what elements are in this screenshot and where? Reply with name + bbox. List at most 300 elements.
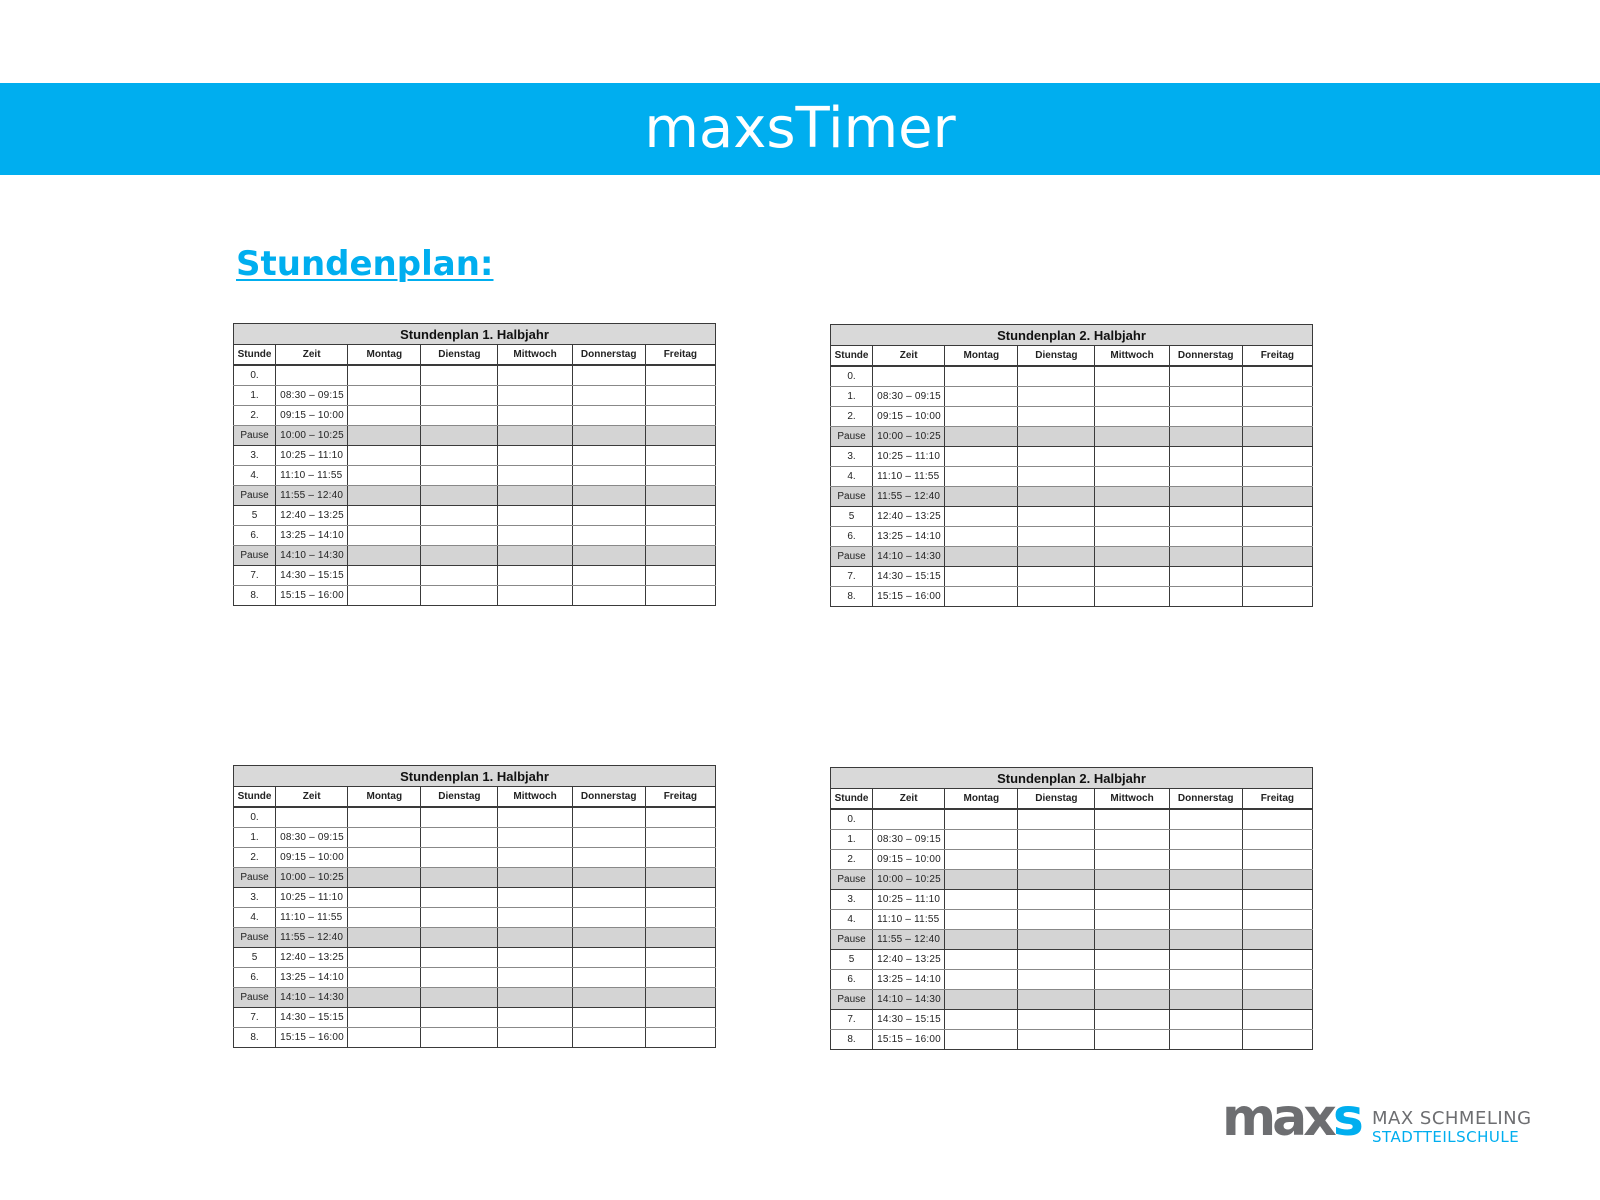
schedule-cell[interactable]: [1018, 970, 1095, 990]
schedule-cell[interactable]: [1242, 970, 1312, 990]
period-cell: 8.: [831, 1030, 873, 1050]
schedule-cell[interactable]: [572, 988, 645, 1008]
schedule-cell[interactable]: [498, 1028, 572, 1048]
schedule-cell[interactable]: [421, 1028, 498, 1048]
lesson-row: [831, 366, 1313, 387]
schedule-cell[interactable]: [421, 526, 498, 546]
schedule-cell[interactable]: [572, 466, 645, 486]
schedule-cell[interactable]: [645, 1008, 715, 1028]
schedule-cell[interactable]: [498, 928, 572, 948]
schedule-cell[interactable]: [645, 868, 715, 888]
schedule-cell[interactable]: [1242, 990, 1312, 1010]
schedule-cell[interactable]: [498, 365, 572, 386]
schedule-cell[interactable]: [421, 506, 498, 526]
schedule-cell[interactable]: [645, 365, 715, 386]
schedule-cell[interactable]: [498, 908, 572, 928]
schedule-cell[interactable]: [572, 486, 645, 506]
schedule-cell[interactable]: [572, 928, 645, 948]
lesson-row: [234, 828, 716, 848]
schedule-cell[interactable]: [498, 386, 572, 406]
schedule-cell[interactable]: [1242, 427, 1312, 447]
lesson-row: [234, 586, 716, 606]
schedule-cell[interactable]: [645, 968, 715, 988]
schedule-cell[interactable]: [498, 868, 572, 888]
lesson-row: [831, 527, 1313, 547]
schedule-cell[interactable]: [945, 990, 1018, 1010]
period-cell: 5: [234, 948, 276, 968]
schedule-cell[interactable]: [1169, 567, 1242, 587]
schedule-cell[interactable]: [1169, 527, 1242, 547]
time-cell: 10:00 – 10:25: [873, 427, 945, 447]
schedule-cell[interactable]: [1095, 427, 1169, 447]
schedule-cell[interactable]: [1018, 507, 1095, 527]
schedule-cell[interactable]: [498, 807, 572, 828]
schedule-cell[interactable]: [421, 908, 498, 928]
schedule-cell[interactable]: [1242, 447, 1312, 467]
schedule-cell[interactable]: [945, 850, 1018, 870]
schedule-cell[interactable]: [1095, 527, 1169, 547]
schedule-cell[interactable]: [1095, 809, 1169, 830]
break-row: [831, 930, 1313, 950]
schedule-cell[interactable]: [572, 506, 645, 526]
schedule-cell[interactable]: [1169, 587, 1242, 607]
schedule-cell[interactable]: [1169, 427, 1242, 447]
schedule-cell[interactable]: [1169, 910, 1242, 930]
schedule-cell[interactable]: [1018, 427, 1095, 447]
schedule-cell[interactable]: [348, 486, 421, 506]
schedule-cell[interactable]: [421, 365, 498, 386]
period-cell: 2.: [234, 848, 276, 868]
schedule-cell[interactable]: [498, 406, 572, 426]
schedule-cell[interactable]: [348, 828, 421, 848]
schedule-cell[interactable]: [421, 546, 498, 566]
period-cell: 7.: [234, 1008, 276, 1028]
schedule-cell[interactable]: [645, 948, 715, 968]
schedule-cell[interactable]: [645, 466, 715, 486]
schedule-cell[interactable]: [945, 587, 1018, 607]
lesson-row: [234, 848, 716, 868]
schedule-cell[interactable]: [945, 547, 1018, 567]
schedule-cell[interactable]: [348, 446, 421, 466]
schedule-cell[interactable]: [1169, 366, 1242, 387]
time-cell: 08:30 – 09:15: [873, 387, 945, 407]
schedule-cell[interactable]: [421, 988, 498, 1008]
schedule-cell[interactable]: [1018, 567, 1095, 587]
schedule-cell[interactable]: [1095, 890, 1169, 910]
schedule-cell[interactable]: [1169, 547, 1242, 567]
schedule-cell[interactable]: [945, 1030, 1018, 1050]
schedule-cell[interactable]: [1018, 830, 1095, 850]
schedule-cell[interactable]: [348, 888, 421, 908]
schedule-cell[interactable]: [1242, 1010, 1312, 1030]
schedule-cell[interactable]: [421, 828, 498, 848]
schedule-cell[interactable]: [1242, 507, 1312, 527]
schedule-cell[interactable]: [645, 928, 715, 948]
schedule-cell[interactable]: [498, 948, 572, 968]
schedule-cell[interactable]: [645, 506, 715, 526]
schedule-cell[interactable]: [1242, 870, 1312, 890]
time-cell: 11:55 – 12:40: [276, 486, 348, 506]
schedule-cell[interactable]: [348, 506, 421, 526]
period-cell: 0.: [234, 365, 276, 386]
schedule-cell[interactable]: [1018, 407, 1095, 427]
schedule-cell[interactable]: [498, 426, 572, 446]
schedule-cell[interactable]: [1095, 447, 1169, 467]
schedule-cell[interactable]: [421, 386, 498, 406]
column-header: Zeit: [276, 345, 348, 366]
period-cell: 3.: [831, 447, 873, 467]
logo-mark-s: s: [1332, 1088, 1360, 1148]
schedule-cell[interactable]: [1169, 447, 1242, 467]
schedule-cell[interactable]: [348, 566, 421, 586]
schedule-cell[interactable]: [572, 406, 645, 426]
schedule-cell[interactable]: [1169, 407, 1242, 427]
schedule-cell[interactable]: [945, 830, 1018, 850]
schedule-cell[interactable]: [1169, 950, 1242, 970]
schedule-cell[interactable]: [1169, 1010, 1242, 1030]
schedule-cell[interactable]: [1095, 950, 1169, 970]
schedule-cell[interactable]: [945, 890, 1018, 910]
schedule-cell[interactable]: [645, 486, 715, 506]
schedule-cell[interactable]: [1242, 527, 1312, 547]
schedule-cell[interactable]: [945, 870, 1018, 890]
schedule-cell[interactable]: [572, 948, 645, 968]
table-title: Stundenplan 1. Halbjahr: [234, 766, 716, 787]
schedule-cell[interactable]: [348, 988, 421, 1008]
schedule-cell[interactable]: [1169, 487, 1242, 507]
schedule-cell[interactable]: [1018, 870, 1095, 890]
schedule-cell[interactable]: [645, 908, 715, 928]
schedule-cell[interactable]: [498, 888, 572, 908]
schedule-cell[interactable]: [1095, 910, 1169, 930]
schedule-cell[interactable]: [1242, 387, 1312, 407]
schedule-cell[interactable]: [645, 988, 715, 1008]
schedule-cell[interactable]: [498, 486, 572, 506]
schedule-cell[interactable]: [645, 1028, 715, 1048]
schedule-cell[interactable]: [1095, 990, 1169, 1010]
schedule-cell[interactable]: [945, 507, 1018, 527]
schedule-cell[interactable]: [1018, 809, 1095, 830]
schedule-cell[interactable]: [945, 387, 1018, 407]
schedule-cell[interactable]: [572, 566, 645, 586]
schedule-cell[interactable]: [1095, 870, 1169, 890]
period-cell: 5: [831, 507, 873, 527]
schedule-cell[interactable]: [1169, 850, 1242, 870]
schedule-cell[interactable]: [1169, 507, 1242, 527]
schedule-cell[interactable]: [645, 807, 715, 828]
schedule-cell[interactable]: [1018, 447, 1095, 467]
schedule-cell[interactable]: [1018, 387, 1095, 407]
lesson-row: [831, 587, 1313, 607]
column-header: Montag: [348, 787, 421, 808]
schedule-cell[interactable]: [1242, 950, 1312, 970]
schedule-cell[interactable]: [572, 848, 645, 868]
schedule-cell[interactable]: [1095, 830, 1169, 850]
schedule-cell[interactable]: [1095, 507, 1169, 527]
schedule-cell[interactable]: [348, 386, 421, 406]
schedule-cell[interactable]: [498, 526, 572, 546]
column-header: Freitag: [1242, 346, 1312, 367]
schedule-cell[interactable]: [1242, 850, 1312, 870]
schedule-cell[interactable]: [498, 566, 572, 586]
schedule-cell[interactable]: [1095, 1010, 1169, 1030]
schedule-cell[interactable]: [945, 467, 1018, 487]
schedule-cell[interactable]: [348, 586, 421, 606]
schedule-cell[interactable]: [945, 970, 1018, 990]
schedule-cell[interactable]: [498, 828, 572, 848]
schedule-cell[interactable]: [348, 848, 421, 868]
period-cell: Pause: [831, 930, 873, 950]
schedule-cell[interactable]: [1095, 366, 1169, 387]
schedule-cell[interactable]: [1018, 910, 1095, 930]
period-cell: Pause: [831, 427, 873, 447]
schedule-cell[interactable]: [945, 910, 1018, 930]
period-cell: 7.: [831, 1010, 873, 1030]
lesson-row: [234, 566, 716, 586]
schedule-cell[interactable]: [498, 848, 572, 868]
schedule-cell[interactable]: [498, 586, 572, 606]
schedule-cell[interactable]: [1018, 467, 1095, 487]
schedule-cell[interactable]: [645, 446, 715, 466]
schedule-cell[interactable]: [421, 928, 498, 948]
break-row: [234, 868, 716, 888]
schedule-cell[interactable]: [945, 1010, 1018, 1030]
schedule-cell[interactable]: [498, 1008, 572, 1028]
schedule-cell[interactable]: [1095, 930, 1169, 950]
schedule-cell[interactable]: [1018, 587, 1095, 607]
title-banner: [0, 83, 1600, 175]
schedule-cell[interactable]: [1018, 366, 1095, 387]
schedule-cell[interactable]: [421, 848, 498, 868]
schedule-cell[interactable]: [1018, 850, 1095, 870]
schedule-cell[interactable]: [1018, 1030, 1095, 1050]
schedule-cell[interactable]: [421, 1008, 498, 1028]
table-title: Stundenplan 2. Halbjahr: [831, 325, 1313, 346]
schedule-cell[interactable]: [1169, 387, 1242, 407]
break-row: [234, 486, 716, 506]
school-logo: [1222, 1088, 1562, 1152]
time-cell: 13:25 – 14:10: [873, 970, 945, 990]
period-cell: Pause: [831, 547, 873, 567]
schedule-cell[interactable]: [1242, 830, 1312, 850]
schedule-cell[interactable]: [1242, 1030, 1312, 1050]
column-header: Mittwoch: [498, 345, 572, 366]
schedule-cell[interactable]: [572, 426, 645, 446]
schedule-cell[interactable]: [348, 908, 421, 928]
schedule-cell[interactable]: [945, 809, 1018, 830]
schedule-cell[interactable]: [498, 546, 572, 566]
schedule-cell[interactable]: [498, 506, 572, 526]
schedule-cell[interactable]: [1242, 930, 1312, 950]
schedule-cell[interactable]: [645, 586, 715, 606]
schedule-cell[interactable]: [945, 407, 1018, 427]
lesson-row: [234, 1028, 716, 1048]
schedule-cell[interactable]: [348, 948, 421, 968]
schedule-cell[interactable]: [1095, 1030, 1169, 1050]
schedule-cell[interactable]: [1169, 970, 1242, 990]
schedule-cell[interactable]: [1242, 890, 1312, 910]
logo-school-name: MAX SCHMELING: [1372, 1108, 1532, 1129]
schedule-cell[interactable]: [421, 446, 498, 466]
schedule-cell[interactable]: [348, 928, 421, 948]
schedule-cell[interactable]: [1242, 809, 1312, 830]
schedule-cell[interactable]: [1169, 870, 1242, 890]
schedule-cell[interactable]: [1242, 407, 1312, 427]
time-cell: 10:25 – 11:10: [873, 890, 945, 910]
schedule-cell[interactable]: [645, 566, 715, 586]
schedule-cell[interactable]: [421, 486, 498, 506]
schedule-cell[interactable]: [1095, 467, 1169, 487]
schedule-cell[interactable]: [572, 968, 645, 988]
schedule-cell[interactable]: [1018, 547, 1095, 567]
schedule-cell[interactable]: [945, 567, 1018, 587]
logo-mark-x: x: [1303, 1088, 1333, 1148]
schedule-cell[interactable]: [1095, 487, 1169, 507]
schedule-cell[interactable]: [421, 868, 498, 888]
schedule-cell[interactable]: [945, 447, 1018, 467]
schedule-cell[interactable]: [572, 868, 645, 888]
schedule-cell[interactable]: [645, 546, 715, 566]
schedule-cell[interactable]: [945, 527, 1018, 547]
lesson-row: [831, 910, 1313, 930]
schedule-cell[interactable]: [1242, 567, 1312, 587]
schedule-cell[interactable]: [1018, 527, 1095, 547]
schedule-cell[interactable]: [572, 807, 645, 828]
schedule-cell[interactable]: [645, 406, 715, 426]
schedule-cell[interactable]: [348, 526, 421, 546]
schedule-cell[interactable]: [945, 427, 1018, 447]
schedule-cell[interactable]: [945, 366, 1018, 387]
column-header: Dienstag: [1018, 789, 1095, 810]
schedule-cell[interactable]: [1095, 407, 1169, 427]
schedule-cell[interactable]: [348, 365, 421, 386]
time-cell: 10:00 – 10:25: [276, 426, 348, 446]
schedule-cell[interactable]: [348, 868, 421, 888]
schedule-cell[interactable]: [1095, 567, 1169, 587]
schedule-cell[interactable]: [1242, 910, 1312, 930]
lesson-row: [831, 950, 1313, 970]
time-cell: 10:25 – 11:10: [873, 447, 945, 467]
schedule-cell[interactable]: [645, 526, 715, 546]
schedule-cell[interactable]: [1169, 830, 1242, 850]
schedule-cell[interactable]: [572, 446, 645, 466]
schedule-cell[interactable]: [1169, 990, 1242, 1010]
schedule-cell[interactable]: [421, 466, 498, 486]
schedule-cell[interactable]: [348, 406, 421, 426]
schedule-cell[interactable]: [1095, 547, 1169, 567]
schedule-cell[interactable]: [572, 908, 645, 928]
schedule-cell[interactable]: [945, 487, 1018, 507]
time-cell: 12:40 – 13:25: [873, 507, 945, 527]
schedule-cell[interactable]: [498, 968, 572, 988]
schedule-cell[interactable]: [1018, 487, 1095, 507]
schedule-cell[interactable]: [421, 426, 498, 446]
schedule-cell[interactable]: [572, 365, 645, 386]
logo-wordmark: [1372, 1110, 1532, 1145]
schedule-cell[interactable]: [645, 848, 715, 868]
period-cell: 5: [831, 950, 873, 970]
period-cell: 2.: [831, 407, 873, 427]
schedule-cell[interactable]: [421, 406, 498, 426]
schedule-cell[interactable]: [1242, 547, 1312, 567]
schedule-cell[interactable]: [645, 386, 715, 406]
schedule-cell[interactable]: [421, 807, 498, 828]
schedule-cell[interactable]: [498, 466, 572, 486]
schedule-cell[interactable]: [645, 426, 715, 446]
schedule-cell[interactable]: [1018, 990, 1095, 1010]
schedule-cell[interactable]: [1095, 387, 1169, 407]
schedule-cell[interactable]: [572, 1008, 645, 1028]
schedule-cell[interactable]: [1095, 850, 1169, 870]
schedule-cell[interactable]: [1169, 1030, 1242, 1050]
schedule-cell[interactable]: [945, 950, 1018, 970]
schedule-cell[interactable]: [1242, 467, 1312, 487]
time-cell: 11:55 – 12:40: [873, 930, 945, 950]
schedule-cell[interactable]: [945, 930, 1018, 950]
schedule-cell[interactable]: [498, 446, 572, 466]
column-header: Mittwoch: [1095, 789, 1169, 810]
column-header: Donnerstag: [572, 787, 645, 808]
schedule-cell[interactable]: [572, 586, 645, 606]
time-cell: 11:10 – 11:55: [276, 466, 348, 486]
schedule-cell[interactable]: [1018, 930, 1095, 950]
lesson-row: [831, 1010, 1313, 1030]
schedule-cell[interactable]: [1242, 487, 1312, 507]
schedule-cell[interactable]: [1242, 587, 1312, 607]
schedule-cell[interactable]: [572, 386, 645, 406]
schedule-cell[interactable]: [1169, 930, 1242, 950]
lesson-row: [234, 386, 716, 406]
time-cell: [873, 366, 945, 387]
schedule-cell[interactable]: [645, 828, 715, 848]
schedule-cell[interactable]: [348, 1028, 421, 1048]
schedule-cell[interactable]: [572, 1028, 645, 1048]
schedule-cell[interactable]: [1169, 890, 1242, 910]
schedule-cell[interactable]: [421, 586, 498, 606]
schedule-cell[interactable]: [1095, 970, 1169, 990]
schedule-cell[interactable]: [572, 526, 645, 546]
schedule-cell[interactable]: [1169, 467, 1242, 487]
schedule-cell[interactable]: [1169, 809, 1242, 830]
schedule-cell[interactable]: [1018, 1010, 1095, 1030]
schedule-cell[interactable]: [421, 566, 498, 586]
schedule-cell[interactable]: [421, 968, 498, 988]
schedule-cell[interactable]: [421, 888, 498, 908]
lesson-row: [234, 1008, 716, 1028]
schedule-cell[interactable]: [421, 948, 498, 968]
schedule-cell[interactable]: [348, 546, 421, 566]
schedule-cell[interactable]: [572, 888, 645, 908]
schedule-cell[interactable]: [572, 546, 645, 566]
schedule-cell[interactable]: [1095, 587, 1169, 607]
schedule-cell[interactable]: [645, 888, 715, 908]
lesson-row: [234, 807, 716, 828]
schedule-cell[interactable]: [348, 968, 421, 988]
column-header: Zeit: [873, 346, 945, 367]
schedule-cell[interactable]: [348, 466, 421, 486]
lesson-row: [234, 526, 716, 546]
period-cell: 1.: [234, 828, 276, 848]
schedule-cell[interactable]: [348, 1008, 421, 1028]
schedule-cell[interactable]: [1018, 950, 1095, 970]
time-cell: 12:40 – 13:25: [873, 950, 945, 970]
schedule-cell[interactable]: [498, 988, 572, 1008]
schedule-cell[interactable]: [348, 807, 421, 828]
schedule-cell[interactable]: [348, 426, 421, 446]
schedule-cell[interactable]: [1242, 366, 1312, 387]
schedule-cell[interactable]: [1018, 890, 1095, 910]
schedule-cell[interactable]: [572, 828, 645, 848]
